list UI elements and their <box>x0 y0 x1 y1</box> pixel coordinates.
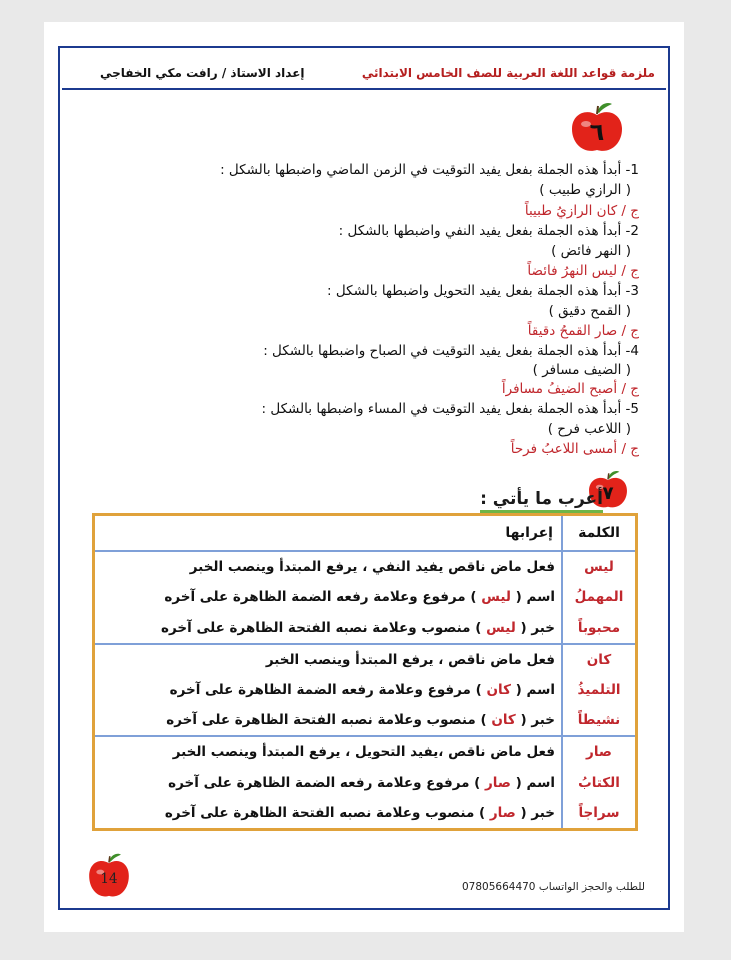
row-word: التلميذُ <box>562 675 635 705</box>
q5-answer: ج / أمسى اللاعبُ فرحاً <box>510 441 639 457</box>
q2-answer: ج / ليس النهرُ فائضاً <box>527 263 639 279</box>
parsing-table <box>92 513 638 831</box>
col-word-header: الكلمة <box>562 516 635 551</box>
row-parse: خبر ( صار ) منصوب وعلامة نصبه الفتحة الظاهرة على آخره <box>164 804 555 821</box>
table-row <box>95 644 635 675</box>
row-word: ليس <box>562 551 635 582</box>
q3-sentence: ( القمح دقيق ) <box>548 303 631 319</box>
footer-contact: للطلب والحجز الواتساب 07805664470 <box>462 881 645 893</box>
q4-answer: ج / أصبح الضيفُ مسافراً <box>501 381 639 397</box>
q3-text: 3- أبدأ هذه الجملة بفعل يفيد التحويل واضبطها بالشكل : <box>327 283 639 299</box>
table-row <box>95 582 635 612</box>
q3-answer: ج / صار القمحُ دقيقاً <box>527 323 639 339</box>
q4-sentence: ( الضيف مسافر ) <box>532 362 631 378</box>
row-parse: فعل ماض ناقص ،يفيد التحويل ، يرفع المبتدأ وينصب الخبر <box>172 744 555 761</box>
col-parse-header: إعرابها <box>95 516 562 551</box>
row-parse: اسم ( كان ) مرفوع وعلامة رفعه الضمة الظاهرة على آخره <box>169 681 555 698</box>
row-parse: فعل ماض ناقص يفيد النفي ، يرفع المبتدأ وينصب الخبر <box>189 559 555 576</box>
page-number: 14 <box>100 871 118 888</box>
section6-number: ٦ <box>589 118 605 146</box>
apple-page-number-icon <box>86 848 132 904</box>
q1-sentence: ( الرازي طبيب ) <box>539 182 631 198</box>
table-header-row <box>95 516 635 551</box>
header-author: إعداد الاستاذ / رافت مكي الخفاجي <box>100 66 305 80</box>
header-title: ملزمة قواعد اللغة العربية للصف الخامس الابتدائي <box>361 66 655 80</box>
section7-number: ٧ <box>602 483 614 505</box>
row-word: سراجاً <box>562 798 635 828</box>
q1-text: 1- أبدأ هذه الجملة بفعل يفيد التوقيت في الزمن الماضي واضبطها بالشكل : <box>220 162 639 178</box>
row-parse: خبر ( كان ) منصوب وعلامة نصبه الفتحة الظاهرة على آخره <box>95 705 562 736</box>
q2-sentence: ( النهر فائض ) <box>551 243 631 259</box>
row-parse: اسم ( ليس ) مرفوع وعلامة رفعه الضمة الظاهرة على آخره <box>164 589 555 606</box>
row-word: محبوباً <box>562 612 635 643</box>
header-divider <box>62 88 666 90</box>
table-row <box>95 768 635 798</box>
table-row <box>95 612 635 643</box>
table-row <box>95 675 635 705</box>
table-row <box>95 736 635 767</box>
row-word: الكتابُ <box>562 768 635 798</box>
row-parse: خبر ( ليس ) منصوب وعلامة نصبه الفتحة الظاهرة على آخره <box>95 612 562 643</box>
table-row <box>95 705 635 736</box>
row-word: كان <box>562 644 635 675</box>
row-word: صار <box>562 736 635 767</box>
q5-text: 5- أبدأ هذه الجملة بفعل يفيد التوقيت في المساء واضبطها بالشكل : <box>261 401 639 417</box>
row-parse: فعل ماض ناقص ، يرفع المبتدأ وينصب الخبر <box>265 651 555 668</box>
q5-sentence: ( اللاعب فرح ) <box>547 421 631 437</box>
table-row <box>95 798 635 828</box>
table-row <box>95 551 635 582</box>
row-parse: اسم ( صار ) مرفوع وعلامة رفعه الضمة الظاهرة على آخره <box>168 774 555 791</box>
q1-answer: ج / كان الرازيُ طبيباً <box>524 203 639 219</box>
apple-number-6-icon <box>568 100 626 156</box>
row-word: نشيطاً <box>562 705 635 736</box>
q2-text: 2- أبدأ هذه الجملة بفعل يفيد النفي واضبطها بالشكل : <box>338 223 639 239</box>
row-word: المهملُ <box>562 582 635 612</box>
q4-text: 4- أبدأ هذه الجملة بفعل يفيد التوقيت في الصباح واضبطها بالشكل : <box>263 343 639 359</box>
section7-title: أعرب ما يأتي : <box>480 489 603 509</box>
